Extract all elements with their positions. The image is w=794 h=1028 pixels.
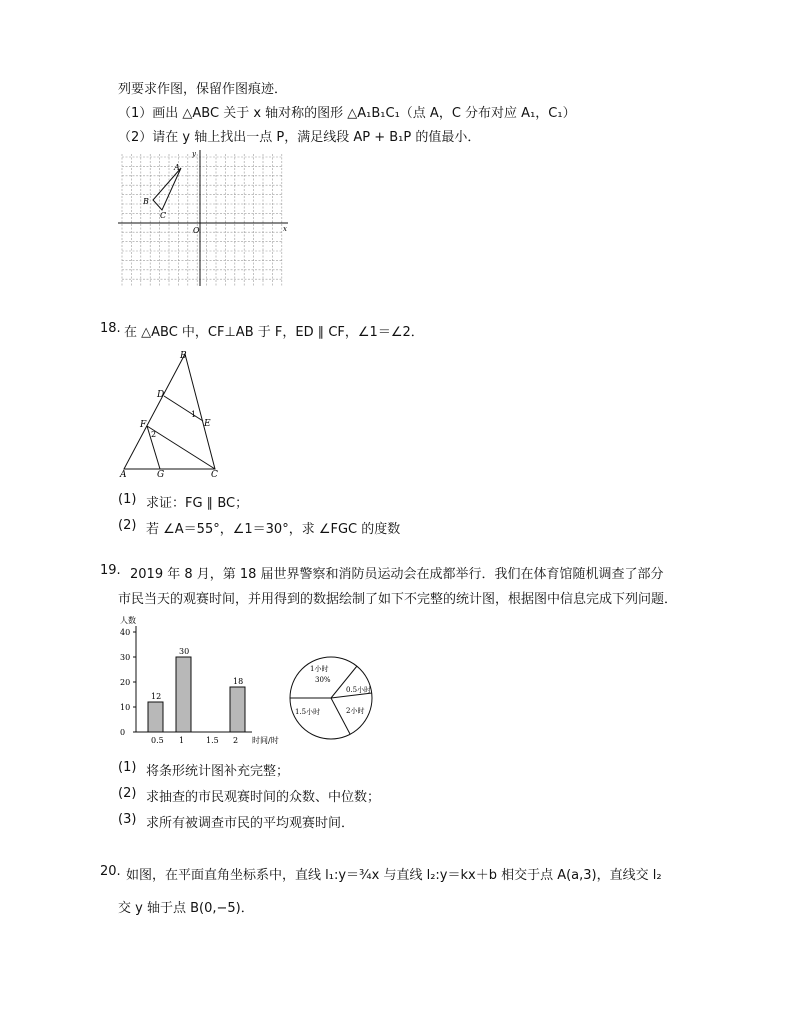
- q18-stem: 在 △ABC 中，CF⊥AB 于 F，ED ∥ CF，∠1＝∠2．: [124, 325, 424, 340]
- label-C: C: [211, 470, 218, 480]
- pie-chart: [288, 655, 374, 741]
- pie-slice-label-1h: 1小时: [310, 665, 329, 673]
- triangle-abc: [153, 168, 181, 210]
- x-axis-label: 时间/时: [252, 736, 279, 745]
- label-y: y: [192, 150, 196, 158]
- q19-stem-line1: 2019 年 8 月，第 18 届世界警察和消防员运动会在成都举行．我们在体育馆随机调查了部分: [130, 567, 664, 582]
- label-C: C: [160, 211, 167, 220]
- q20-line1: 如图，在平面直角坐标系中，直线 l₁:y＝¾x 与直线 l₂:y＝kx＋b 相交于点 A(a,3)，直线交 l₂: [126, 868, 662, 883]
- label-A: A: [120, 470, 127, 480]
- label-O: O: [193, 226, 200, 235]
- q20-line2: 交 y 轴于点 B(0,−5)．: [118, 901, 254, 916]
- y-tick-label: 0: [120, 728, 126, 737]
- q19-part2-num: (2): [118, 786, 137, 801]
- label-x: x: [283, 225, 287, 233]
- q19-part3-num: (3): [118, 812, 137, 827]
- bar: [148, 702, 163, 732]
- bar-data-label: 30: [179, 647, 190, 656]
- x-tick-label: 2: [233, 736, 239, 745]
- label-2: 2: [151, 430, 157, 439]
- q18-number: 18.: [100, 321, 121, 336]
- x-tick-label: 1: [179, 736, 185, 745]
- q19-stem-line2: 市民当天的观赛时间，并用得到的数据绘制了如下不完整的统计图，根据图中信息完成下列问题．: [118, 592, 678, 607]
- q17-intro: 列要求作图，保留作图痕迹．: [118, 82, 288, 97]
- q18-triangle-figure: [118, 348, 228, 478]
- segment-cf: [147, 426, 215, 469]
- label-D: D: [157, 390, 165, 400]
- q18-part2-text: 若 ∠A＝55°，∠1＝30°，求 ∠FGC 的度数: [146, 522, 401, 537]
- pie-slice-value-1h: 30%: [315, 676, 331, 684]
- q17-part1: （1）画出 △ABC 关于 x 轴对称的图形 △A₁B₁C₁（点 A，C 分布对应 A₁，C₁）: [118, 106, 576, 121]
- bar: [230, 687, 245, 732]
- q20-number: 20.: [100, 864, 121, 879]
- bar-data-label: 18: [233, 677, 244, 686]
- bar-data-label: 12: [151, 692, 162, 701]
- pie-slice-label-0_5h: 0.5小时: [346, 686, 372, 694]
- pie-slice-label-1_5h: 1.5小时: [295, 708, 321, 716]
- q18-part1-num: (1): [118, 492, 137, 507]
- y-axis-label: 人数: [120, 616, 136, 625]
- label-E: E: [204, 419, 211, 429]
- q19-number: 19.: [100, 563, 121, 578]
- y-tick-label: 40: [120, 628, 131, 637]
- x-tick-label: 0.5: [151, 736, 164, 745]
- q19-part1-text: 将条形统计图补充完整；: [146, 764, 290, 779]
- label-G: G: [157, 470, 165, 480]
- label-1: 1: [191, 410, 197, 419]
- q18-part1-text: 求证：FG ∥ BC；: [146, 496, 249, 511]
- q17-part2: （2）请在 y 轴上找出一点 P，满足线段 AP + B₁P 的值最小．: [118, 130, 481, 145]
- q19-part2-text: 求抽查的市民观赛时间的众数、中位数；: [146, 790, 381, 805]
- y-tick-label: 20: [120, 678, 131, 687]
- q19-part1-num: (1): [118, 760, 137, 775]
- label-A: A: [174, 163, 180, 172]
- label-F: F: [140, 420, 147, 430]
- label-B: B: [180, 351, 187, 361]
- bar: [176, 657, 191, 732]
- bar-chart: [112, 614, 287, 749]
- q19-part3-text: 求所有被调查市民的平均观赛时间．: [146, 816, 355, 831]
- y-tick-label: 30: [120, 653, 131, 662]
- triangle-abc: [124, 354, 215, 469]
- x-tick-label: 1.5: [206, 736, 219, 745]
- pie-slice-label-2h: 2小时: [346, 707, 365, 715]
- q18-part2-num: (2): [118, 518, 137, 533]
- y-tick-label: 10: [120, 703, 131, 712]
- q17-grid-figure: [118, 150, 288, 290]
- label-B: B: [143, 197, 149, 206]
